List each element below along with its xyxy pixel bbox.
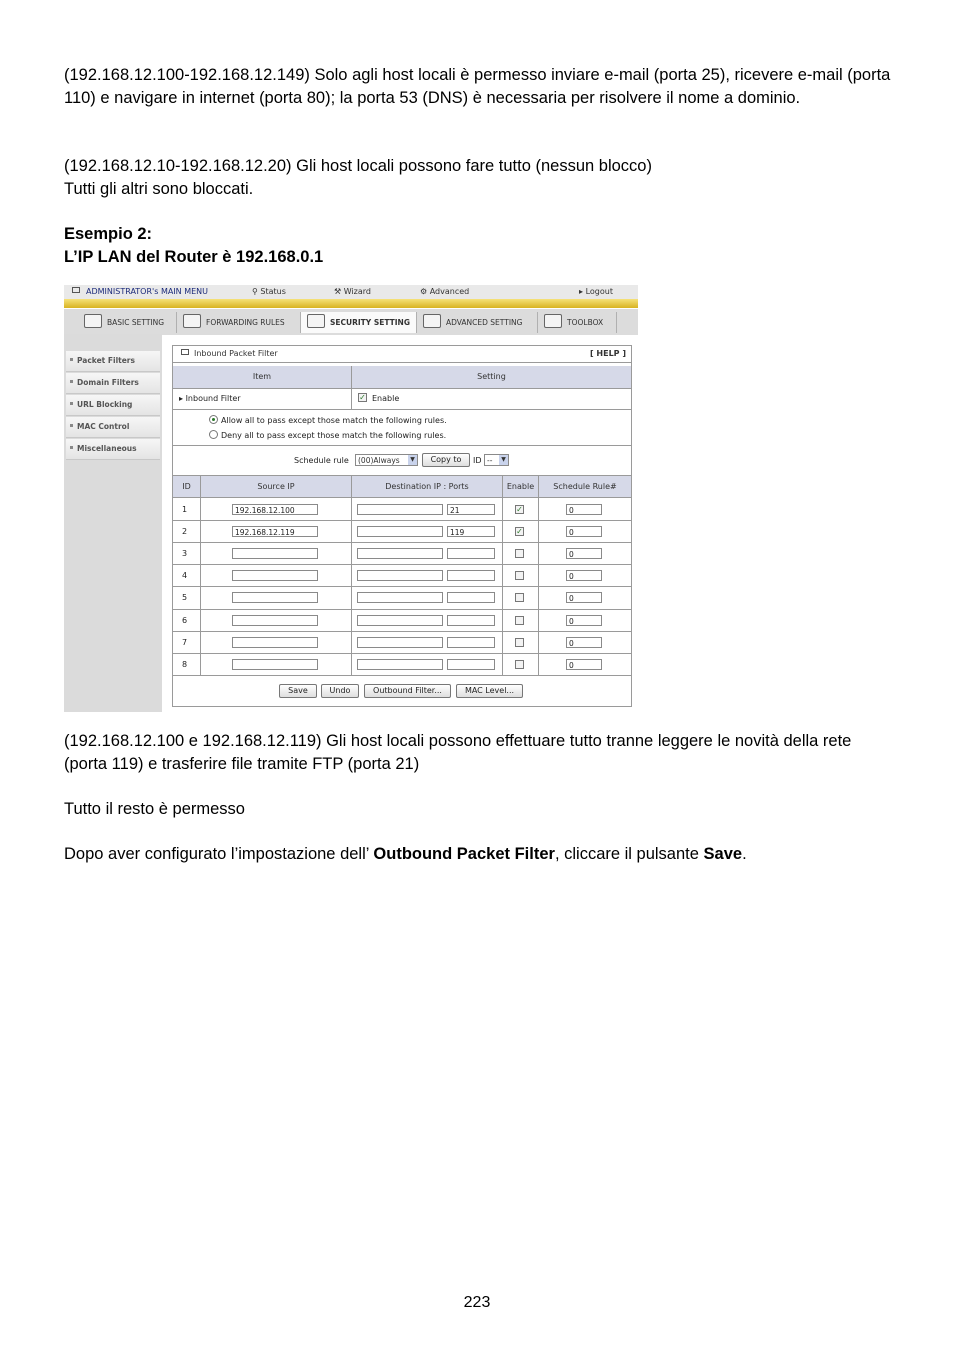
radio-allow-label: Allow all to pass except those match the following rules. bbox=[221, 416, 447, 425]
destination-ip-input[interactable] bbox=[357, 526, 443, 537]
bullet-icon bbox=[70, 380, 73, 383]
rule-enable-checkbox[interactable] bbox=[515, 549, 524, 558]
rule-enable-checkbox[interactable] bbox=[515, 616, 524, 625]
instruction-text-end: . bbox=[742, 845, 747, 863]
destination-port-input[interactable] bbox=[447, 615, 495, 626]
source-ip-input[interactable] bbox=[232, 548, 318, 559]
destination-port-input[interactable]: 21 bbox=[447, 504, 495, 515]
destination-ip-input[interactable] bbox=[357, 659, 443, 670]
schedule-rule-input[interactable]: 0 bbox=[566, 615, 602, 626]
destination-port-input[interactable]: 119 bbox=[447, 526, 495, 537]
source-ip-input[interactable]: 192.168.12.119 bbox=[232, 526, 318, 537]
tab-basic-setting[interactable]: BASIC SETTING bbox=[78, 312, 177, 333]
source-ip-input[interactable] bbox=[232, 659, 318, 670]
col-source-ip-header: Source IP bbox=[201, 476, 351, 498]
tab-toolbox[interactable]: TOOLBOX bbox=[538, 312, 617, 333]
panel-title-bar: Inbound Packet Filter [ HELP ] bbox=[173, 346, 631, 363]
sidebar-item-url-blocking[interactable]: URL Blocking bbox=[66, 395, 160, 416]
forwarding-icon bbox=[183, 314, 201, 328]
outbound-packet-filter-text: Outbound Packet Filter bbox=[373, 845, 555, 863]
mac-level-button[interactable]: MAC Level... bbox=[456, 684, 523, 698]
paragraph-rule-2-line1: (192.168.12.10-192.168.12.20) Gli host locali possono fare tutto (nessun blocco) bbox=[64, 157, 652, 175]
tab-bar bbox=[64, 308, 638, 335]
rule-enable-checkbox[interactable]: ✓ bbox=[516, 527, 523, 537]
col-enable-header: Enable bbox=[503, 476, 538, 498]
schedule-rule-input[interactable]: 0 bbox=[566, 592, 602, 603]
inbound-filter-enable-checkbox[interactable]: ✓ bbox=[359, 393, 366, 402]
destination-ip-input[interactable] bbox=[357, 615, 443, 626]
col-setting-header: Setting bbox=[352, 366, 631, 389]
gold-divider bbox=[64, 299, 638, 308]
col-destination-header: Destination IP : Ports bbox=[352, 476, 502, 498]
menu-square-icon bbox=[72, 287, 80, 293]
rule-enable-checkbox[interactable] bbox=[515, 660, 524, 669]
col-schedule-header: Schedule Rule# bbox=[539, 476, 631, 498]
destination-port-input[interactable] bbox=[447, 570, 495, 581]
router-screenshot bbox=[64, 285, 638, 712]
radio-deny-label: Deny all to pass except those match the following rules. bbox=[221, 431, 447, 440]
security-icon bbox=[307, 314, 325, 328]
save-text: Save bbox=[703, 845, 743, 863]
source-ip-input[interactable] bbox=[232, 615, 318, 626]
main-menu-link[interactable]: ADMINISTRATOR's MAIN MENU bbox=[72, 285, 208, 299]
logout-link[interactable]: ▸ Logout bbox=[579, 287, 613, 296]
example-subtitle: L’IP LAN del Router è 192.168.0.1 bbox=[64, 248, 324, 266]
rule-enable-checkbox[interactable]: ✓ bbox=[516, 505, 523, 514]
id-label: ID bbox=[473, 456, 482, 465]
schedule-rule-select[interactable]: (00)Always ▼ bbox=[355, 454, 418, 466]
source-ip-input[interactable]: 192.168.12.100 bbox=[232, 504, 318, 515]
id-select[interactable]: -- ▼ bbox=[484, 454, 509, 466]
chevron-down-icon: ▼ bbox=[408, 455, 417, 465]
paragraph-rest-allowed: Tutto il resto è permesso bbox=[64, 800, 245, 818]
sidebar-item-domain-filters[interactable]: Domain Filters bbox=[66, 373, 160, 394]
schedule-rule-input[interactable]: 0 bbox=[566, 659, 602, 670]
advanced-link[interactable]: ⚙ Advanced bbox=[420, 287, 470, 296]
example-title: Esempio 2: bbox=[64, 225, 153, 243]
basic-setting-icon bbox=[84, 314, 102, 328]
tab-advanced-setting[interactable]: ADVANCED SETTING bbox=[417, 312, 538, 333]
enable-label: Enable bbox=[372, 394, 400, 403]
row-id: 7 bbox=[182, 637, 188, 647]
schedule-rule-input[interactable]: 0 bbox=[566, 637, 602, 648]
copy-to-button[interactable]: Copy to bbox=[422, 453, 470, 467]
destination-port-input[interactable] bbox=[447, 659, 495, 670]
panel-square-icon bbox=[181, 349, 189, 355]
chevron-down-icon: ▼ bbox=[499, 455, 508, 465]
schedule-rule-input[interactable]: 0 bbox=[566, 526, 602, 537]
sidebar-item-packet-filters[interactable]: Packet Filters bbox=[66, 351, 160, 372]
instruction-text: Dopo aver configurato l’impostazione dell’ bbox=[64, 845, 374, 863]
row-id: 4 bbox=[182, 571, 188, 581]
rule-enable-checkbox[interactable] bbox=[515, 571, 524, 580]
destination-port-input[interactable] bbox=[447, 548, 495, 559]
inbound-filter-label: ▸ Inbound Filter bbox=[179, 394, 241, 403]
paragraph-rule-1: (192.168.12.100-192.168.12.149) Solo agli host locali è permesso inviare e-mail (porta 25), ricevere e-mail (porta 110) e navigare in internet (porta 80); la porta 53 (DNS) è necessaria per risolvere il nome a dominio. bbox=[64, 66, 891, 107]
inbound-filter-panel bbox=[172, 345, 632, 707]
bullet-icon bbox=[70, 446, 73, 449]
toolbox-icon bbox=[544, 314, 562, 328]
row-id: 3 bbox=[182, 549, 188, 559]
undo-button[interactable]: Undo bbox=[321, 684, 359, 698]
row-id: 1 bbox=[182, 505, 188, 514]
col-item-header: Item bbox=[173, 366, 351, 389]
paragraph-rule-2-line2: Tutti gli altri sono bloccati. bbox=[64, 180, 254, 198]
schedule-rule-input[interactable]: 0 bbox=[566, 570, 602, 581]
paragraph-example-2: (192.168.12.100 e 192.168.12.119) Gli host locali possono effettuare tutto tranne leggere le novità della rete (porta 119) e trasferire file tramite FTP (porta 21) bbox=[64, 732, 852, 773]
tab-forwarding-rules[interactable]: FORWARDING RULES bbox=[177, 312, 301, 333]
row-id: 6 bbox=[182, 615, 188, 625]
bullet-icon bbox=[70, 424, 73, 427]
bullet-icon bbox=[70, 358, 73, 361]
advanced-setting-icon bbox=[423, 314, 441, 328]
paragraph-instructions bbox=[64, 843, 894, 866]
outbound-filter-button[interactable]: Outbound Filter... bbox=[364, 684, 451, 698]
paragraph-rule-2 bbox=[64, 155, 894, 201]
save-button[interactable]: Save bbox=[279, 684, 317, 698]
rule-enable-checkbox[interactable] bbox=[515, 593, 524, 602]
schedule-rule-input[interactable]: 0 bbox=[566, 504, 602, 515]
row-id: 2 bbox=[182, 527, 188, 537]
schedule-rule-input[interactable]: 0 bbox=[566, 548, 602, 559]
destination-port-input[interactable] bbox=[447, 637, 495, 648]
destination-port-input[interactable] bbox=[447, 592, 495, 603]
destination-ip-input[interactable] bbox=[357, 592, 443, 603]
top-menu-bar bbox=[64, 285, 638, 299]
row-id: 5 bbox=[182, 593, 188, 603]
radio-allow[interactable] bbox=[209, 415, 218, 424]
sidebar-item-mac-control[interactable]: MAC Control bbox=[66, 417, 160, 438]
source-ip-input[interactable] bbox=[232, 592, 318, 603]
col-id-header: ID bbox=[173, 476, 200, 498]
example-heading bbox=[64, 223, 894, 269]
schedule-rule-label: Schedule rule bbox=[294, 456, 349, 465]
wizard-link[interactable]: ⚒ Wizard bbox=[334, 287, 372, 296]
radio-deny[interactable] bbox=[209, 430, 218, 439]
destination-ip-input[interactable] bbox=[357, 504, 443, 515]
status-link[interactable]: ⚲ Status bbox=[252, 287, 286, 296]
help-link[interactable]: [ HELP ] bbox=[589, 349, 626, 358]
sidebar bbox=[64, 334, 162, 712]
destination-ip-input[interactable] bbox=[357, 570, 443, 581]
rule-enable-checkbox[interactable] bbox=[515, 638, 524, 647]
row-id: 8 bbox=[182, 659, 188, 669]
sidebar-item-miscellaneous[interactable]: Miscellaneous bbox=[66, 439, 160, 460]
destination-ip-input[interactable] bbox=[357, 548, 443, 559]
page-number: 223 bbox=[463, 1294, 491, 1311]
source-ip-input[interactable] bbox=[232, 637, 318, 648]
tab-security-setting[interactable]: SECURITY SETTING bbox=[301, 312, 417, 333]
destination-ip-input[interactable] bbox=[357, 637, 443, 648]
instruction-text-mid: , cliccare il pulsante bbox=[554, 845, 704, 863]
source-ip-input[interactable] bbox=[232, 570, 318, 581]
bullet-icon bbox=[70, 402, 73, 405]
